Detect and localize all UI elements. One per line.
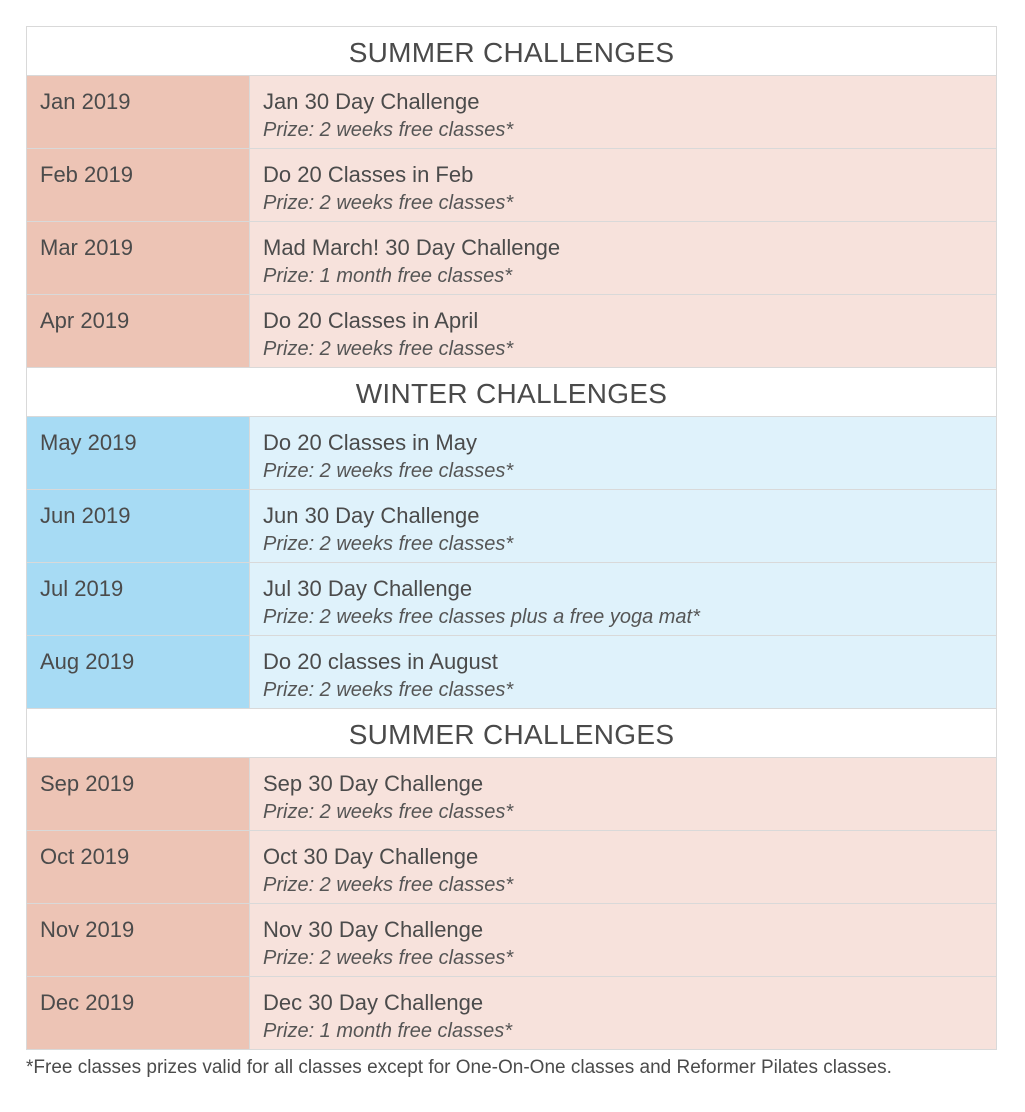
challenge-cell bbox=[250, 149, 996, 221]
month-label: Jan 2019 bbox=[40, 89, 131, 114]
table-row bbox=[27, 977, 996, 1049]
prize-text: Prize: 2 weeks free classes plus a free yoga mat* bbox=[263, 606, 700, 628]
challenge-cell bbox=[250, 977, 996, 1049]
challenge-title: Do 20 Classes in April bbox=[263, 308, 479, 333]
table-row bbox=[27, 904, 996, 977]
table-row bbox=[27, 636, 996, 709]
table-row bbox=[27, 295, 996, 368]
prize-text: Prize: 2 weeks free classes* bbox=[263, 533, 514, 555]
month-cell bbox=[27, 417, 250, 489]
challenge-cell bbox=[250, 490, 996, 562]
table-row bbox=[27, 149, 996, 222]
prize-text: Prize: 2 weeks free classes* bbox=[263, 192, 514, 214]
month-cell bbox=[27, 831, 250, 903]
challenge-title: Jul 30 Day Challenge bbox=[263, 576, 473, 601]
month-cell bbox=[27, 758, 250, 830]
month-label: Nov 2019 bbox=[40, 917, 135, 942]
challenge-cell bbox=[250, 76, 996, 148]
section-header: SUMMER CHALLENGES bbox=[27, 27, 996, 76]
table-row bbox=[27, 490, 996, 563]
month-cell bbox=[27, 904, 250, 976]
challenge-section bbox=[27, 27, 996, 368]
table-row bbox=[27, 222, 996, 295]
challenge-cell bbox=[250, 222, 996, 294]
challenge-title: Do 20 classes in August bbox=[263, 649, 498, 674]
prize-text: Prize: 2 weeks free classes* bbox=[263, 679, 514, 701]
section-header: SUMMER CHALLENGES bbox=[27, 709, 996, 758]
challenge-title: Jun 30 Day Challenge bbox=[263, 503, 480, 528]
month-cell bbox=[27, 222, 250, 294]
month-cell bbox=[27, 977, 250, 1049]
month-cell bbox=[27, 76, 250, 148]
prize-text: Prize: 2 weeks free classes* bbox=[263, 460, 514, 482]
month-label: Feb 2019 bbox=[40, 162, 133, 187]
prize-text: Prize: 1 month free classes* bbox=[263, 1020, 512, 1042]
footnote: *Free classes prizes valid for all classes except for One-On-One classes and Reformer Pilates classes. bbox=[26, 1057, 892, 1078]
challenge-title: Jan 30 Day Challenge bbox=[263, 89, 480, 114]
challenge-cell bbox=[250, 636, 996, 708]
challenge-cell bbox=[250, 417, 996, 489]
table-row bbox=[27, 76, 996, 149]
challenge-title: Do 20 Classes in Feb bbox=[263, 162, 474, 187]
table-row bbox=[27, 417, 996, 490]
month-cell bbox=[27, 295, 250, 367]
challenge-cell bbox=[250, 295, 996, 367]
challenge-title: Do 20 Classes in May bbox=[263, 430, 477, 455]
challenge-section bbox=[27, 368, 996, 709]
month-cell bbox=[27, 149, 250, 221]
challenge-title: Dec 30 Day Challenge bbox=[263, 990, 484, 1015]
month-cell bbox=[27, 636, 250, 708]
challenge-title: Sep 30 Day Challenge bbox=[263, 771, 484, 796]
prize-text: Prize: 2 weeks free classes* bbox=[263, 119, 514, 141]
challenge-title: Mad March! 30 Day Challenge bbox=[263, 235, 561, 260]
section-header: WINTER CHALLENGES bbox=[27, 368, 996, 417]
month-label: Apr 2019 bbox=[40, 308, 130, 333]
challenge-cell bbox=[250, 563, 996, 635]
challenge-cell bbox=[250, 904, 996, 976]
prize-text: Prize: 2 weeks free classes* bbox=[263, 874, 514, 896]
challenge-title: Oct 30 Day Challenge bbox=[263, 844, 479, 869]
challenge-title: Nov 30 Day Challenge bbox=[263, 917, 484, 942]
month-label: Mar 2019 bbox=[40, 235, 133, 260]
month-label: Dec 2019 bbox=[40, 990, 135, 1015]
month-label: Sep 2019 bbox=[40, 771, 135, 796]
month-label: Jun 2019 bbox=[40, 503, 131, 528]
prize-text: Prize: 2 weeks free classes* bbox=[263, 338, 514, 360]
table-row bbox=[27, 563, 996, 636]
prize-text: Prize: 1 month free classes* bbox=[263, 265, 512, 287]
month-label: May 2019 bbox=[40, 430, 137, 455]
challenge-cell bbox=[250, 758, 996, 830]
month-cell bbox=[27, 563, 250, 635]
challenge-section bbox=[27, 709, 996, 1049]
month-label: Jul 2019 bbox=[40, 576, 124, 601]
prize-text: Prize: 2 weeks free classes* bbox=[263, 947, 514, 969]
month-cell bbox=[27, 490, 250, 562]
month-label: Aug 2019 bbox=[40, 649, 135, 674]
prize-text: Prize: 2 weeks free classes* bbox=[263, 801, 514, 823]
challenges-table bbox=[26, 26, 997, 1050]
challenge-cell bbox=[250, 831, 996, 903]
table-row bbox=[27, 831, 996, 904]
table-row bbox=[27, 758, 996, 831]
month-label: Oct 2019 bbox=[40, 844, 130, 869]
